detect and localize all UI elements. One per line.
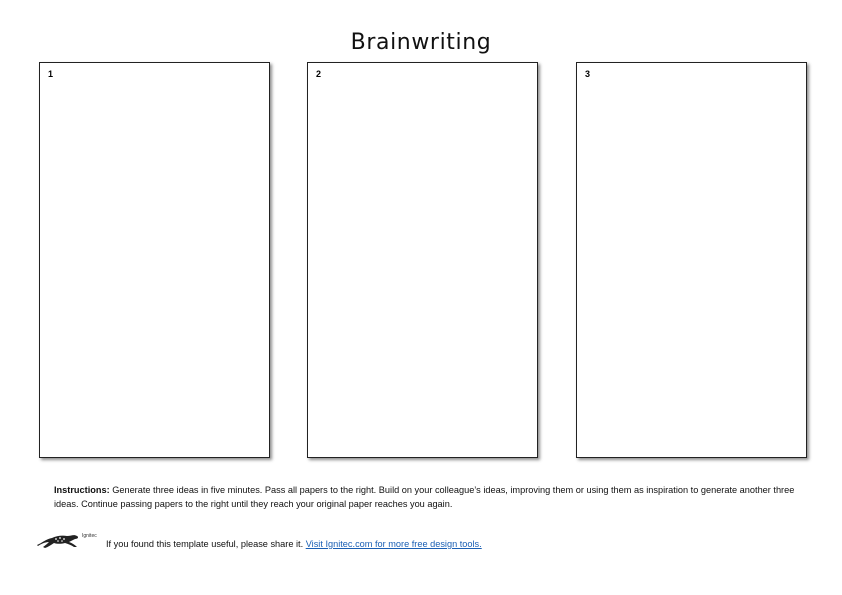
instructions-text: Generate three ideas in five minutes. Pass all papers to the right. Build on your colleague’s ideas, improving them or using them as inspiration to generate another three ideas. Continue passing papers to the right until they reach your original paper reaches you again. <box>54 485 795 509</box>
cheetah-logo-icon <box>36 530 80 550</box>
instructions <box>54 484 814 511</box>
instructions-label: Instructions: <box>54 485 110 495</box>
idea-panel-2 <box>307 62 538 458</box>
panel-number: 1 <box>48 69 54 79</box>
idea-panel-1 <box>39 62 270 458</box>
page-title: Brainwriting <box>350 30 492 55</box>
share-text: If you found this template useful, please share it. <box>106 539 304 549</box>
footer-line <box>106 539 482 549</box>
panel-number: 2 <box>316 69 322 79</box>
footer <box>36 530 636 554</box>
logo-text: Ignitec <box>82 533 97 539</box>
panel-number: 3 <box>585 69 591 79</box>
ignitec-link[interactable]: Visit Ignitec.com for more free design tools. <box>305 539 482 549</box>
idea-panel-3 <box>576 62 807 458</box>
